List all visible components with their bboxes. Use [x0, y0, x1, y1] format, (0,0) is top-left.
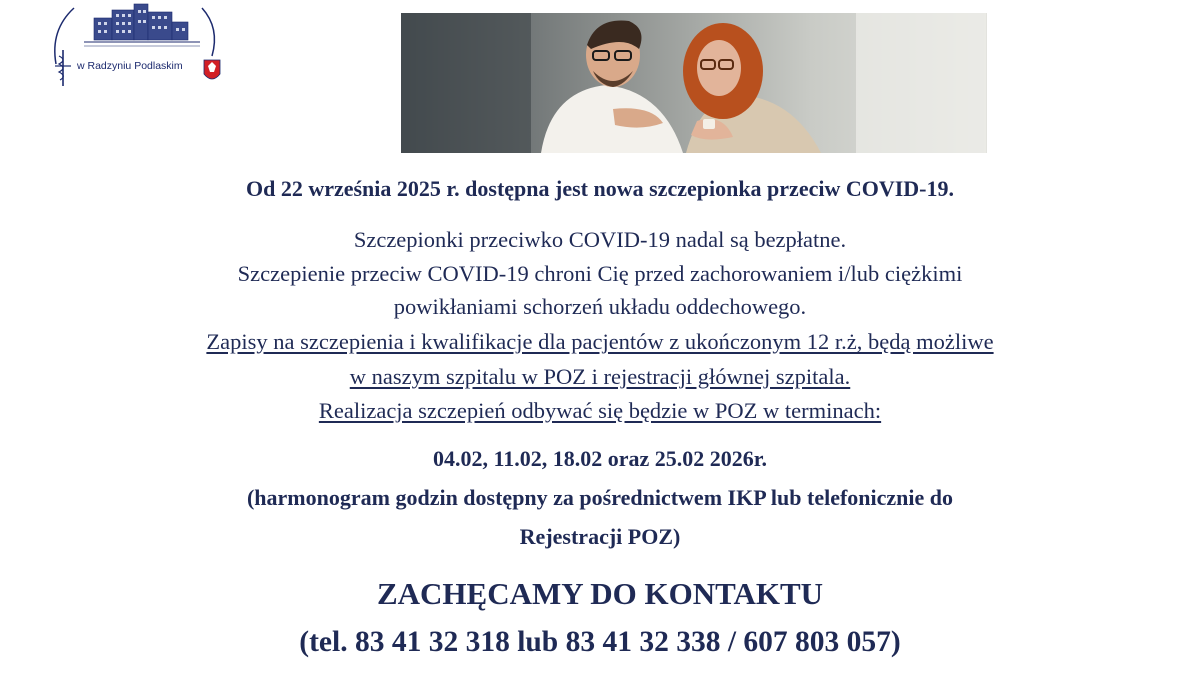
contact-call-to-action: ZACHĘCAMY DO KONTAKTU	[376, 576, 824, 611]
body-line-vaccination-dates-intro: Realizacja szczepień odbywać się będzie w POZ w terminach:	[318, 398, 882, 423]
body-line-registration: Zapisy na szczepienia i kwalifikacje dla pacjentów z ukończonym 12 r.ż, będą możliwe	[206, 329, 994, 354]
hospital-logo	[44, 0, 229, 92]
logo-caption: w Radzyniu Podlaskim	[77, 60, 183, 72]
headline: Od 22 września 2025 r. dostępna jest nowa szczepionka przeciw COVID-19.	[245, 176, 955, 201]
hospital-emblem-icon	[44, 0, 229, 92]
contact-phone-numbers: (tel. 83 41 32 318 lub 83 41 32 338 / 607 803 057)	[299, 626, 901, 658]
schedule-note-line-1: (harmonogram godzin dostępny za pośrednictwem IKP lub telefonicznie do	[246, 485, 954, 510]
body-line-registration-place: w naszym szpitalu w POZ i rejestracji głównej szpitala.	[349, 364, 851, 389]
schedule-note-line-2: Rejestracji POZ)	[519, 524, 681, 549]
body-line-protection: Szczepienie przeciw COVID-19 chroni Cię przed zachorowaniem i/lub ciężkimi	[237, 261, 963, 286]
body-line-complications: powikłaniami schorzeń układu oddechowego.	[393, 294, 807, 319]
vaccination-dates: 04.02, 11.02, 18.02 oraz 25.02 2026r.	[432, 446, 768, 471]
vaccinated-couple-photo	[401, 13, 987, 153]
body-line-free-vaccines: Szczepionki przeciwko COVID-19 nadal są bezpłatne.	[353, 227, 847, 252]
